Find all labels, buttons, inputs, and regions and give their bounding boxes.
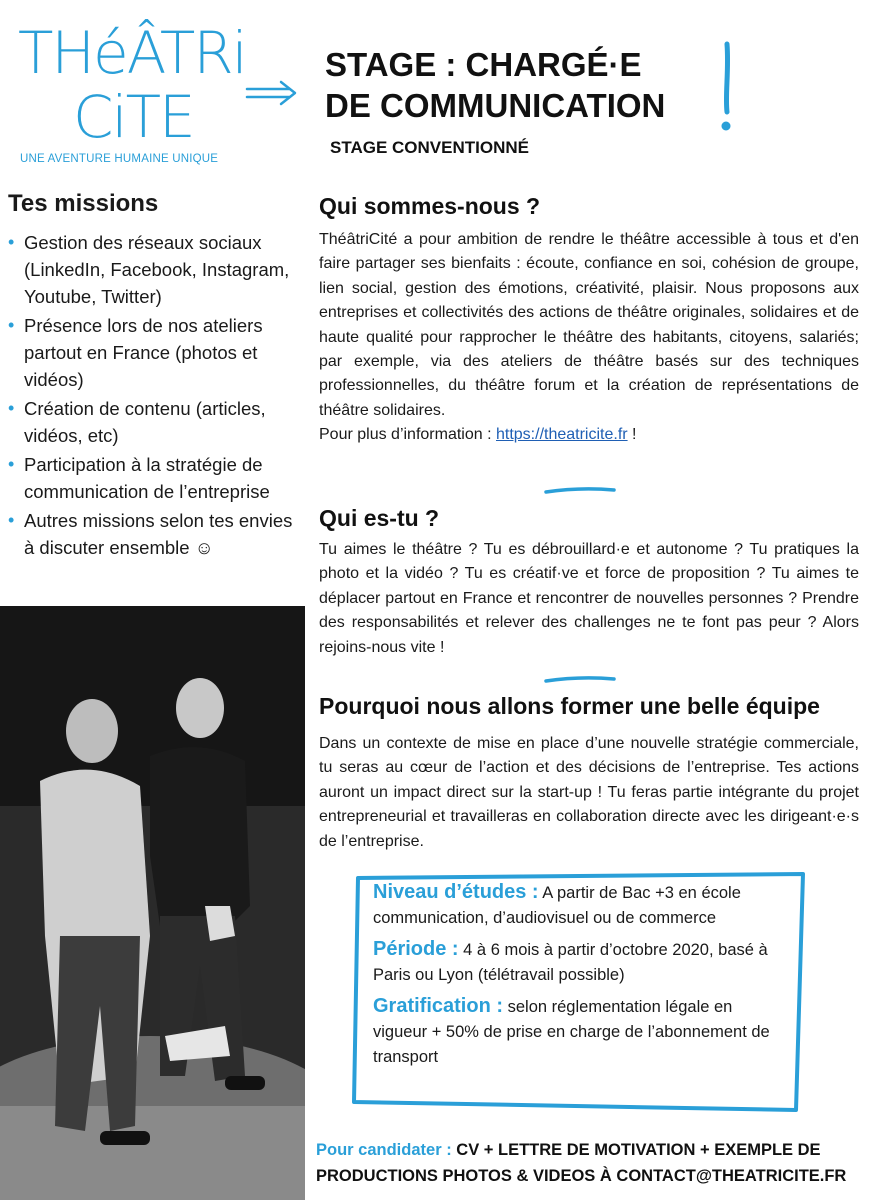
mission-text: Autres missions selon tes envies à discuter ensemble ☺ [24, 510, 293, 558]
who-body: Tu aimes le théâtre ? Tu es débrouillard·e et autonome ? Tu pratiques la photo et la vidéo ? Tu es créatif·ve et force de proposition ? Tu aimes te déplacer partout en France et rencontrer de nouvelles personnes ? Prendre des responsabilités et relever des challenges ne te font pas peur ? Alors rejoins-nous vite ! [319, 541, 859, 656]
actors-illustration [0, 606, 305, 1200]
list-item [6, 229, 304, 310]
bullet-icon: • [8, 510, 15, 530]
bullet-icon: • [8, 454, 15, 474]
period-value: 4 à 6 mois à partir d’octobre 2020, basé à Paris ou Lyon (télétravail possible) [373, 941, 768, 984]
study-level-row [373, 880, 778, 931]
double-arrow-icon [245, 80, 297, 106]
mission-text: Gestion des réseaux sociaux (LinkedIn, Facebook, Instagram, Youtube, Twitter) [24, 232, 290, 307]
mission-text: Création de contenu (articles, vidéos, etc) [24, 398, 266, 446]
more-info-prefix: Pour plus d’information : [319, 426, 496, 444]
title-line1: STAGE : CHARGÉ·E [325, 46, 642, 83]
more-info-suffix: ! [627, 426, 637, 444]
bullet-icon: • [8, 315, 15, 335]
logo-tagline: UNE AVENTURE HUMAINE UNIQUE [20, 153, 219, 165]
apply-footer [316, 1137, 861, 1189]
why-body: Dans un contexte de mise en place d’une nouvelle stratégie commerciale, tu seras au cœur de l’action et des décisions de l’entreprise. Tes actions auront un impact direct sur la start-up ! Tu feras partie intégrante du projet entrepreneurial et travailleras en collaboration directe avec les dirigeant·e·s de l’entreprise. [319, 735, 859, 850]
missions-heading: Tes missions [8, 190, 159, 217]
study-level-label: Niveau d’études : [373, 881, 539, 903]
divider-stroke [544, 484, 616, 496]
gratification-value: selon réglementation légale en vigueur + 50% de prise en charge de l’abonnement de transport [373, 998, 770, 1066]
info-box [373, 880, 778, 1076]
gratification-row [373, 994, 778, 1070]
page-subtitle: STAGE CONVENTIONNÉ [330, 138, 529, 157]
exclamation-mark-icon [705, 40, 745, 136]
why-heading: Pourquoi nous allons former une belle équipe [319, 693, 820, 719]
logo-wordmark-line2: CiTE [73, 83, 194, 151]
apply-label: Pour candidater : [316, 1141, 452, 1159]
list-item [6, 395, 304, 449]
period-row [373, 937, 778, 988]
title-line2: DE COMMUNICATION [325, 87, 666, 124]
actors-photo [0, 606, 305, 1200]
period-label: Période : [373, 938, 459, 960]
about-body [319, 228, 859, 448]
logo-wordmark-line1: THéÂTRi [18, 19, 246, 87]
mission-text: Participation à la stratégie de communication de l’entreprise [24, 454, 270, 502]
gratification-label: Gratification : [373, 995, 504, 1017]
apply-text: CV + LETTRE DE MOTIVATION + EXEMPLE DE PRODUCTIONS PHOTOS & VIDEOS À CONTACT@THEATRICITE.FR [316, 1141, 847, 1185]
bullet-icon: • [8, 232, 15, 252]
list-item [6, 507, 304, 561]
logo [18, 18, 246, 168]
list-item [6, 451, 304, 505]
study-level-value: A partir de Bac +3 en école communication, d’audiovisuel ou de commerce [373, 884, 741, 927]
who-heading: Qui es-tu ? [319, 505, 440, 531]
list-item [6, 312, 304, 393]
divider-stroke [544, 673, 616, 685]
page-title [325, 44, 665, 126]
about-heading: Qui sommes-nous ? [319, 193, 541, 219]
missions-list [6, 229, 304, 563]
mission-text: Présence lors de nos ateliers partout en France (photos et vidéos) [24, 315, 263, 390]
about-text: ThéâtriCité a pour ambition de rendre le théâtre accessible à tous et d'en faire partager ses bienfaits : écoute, confiance en soi, cohésion de groupe, lien social, gestion des émotions, créativité, plaisir. Nous proposons aux entreprises et collectivités des actions de théâtre originales, solidaires et de haute qualité pour rapprocher le théâtre des habitants, citoyens, salariés; par exemple, via des ateliers de théâtre basés sur des techniques professionnelles, du théâtre forum et la création de représentations de théâtre solidaires. [319, 231, 859, 419]
bullet-icon: • [8, 398, 15, 418]
website-link[interactable]: https://theatricite.fr [495, 426, 628, 444]
